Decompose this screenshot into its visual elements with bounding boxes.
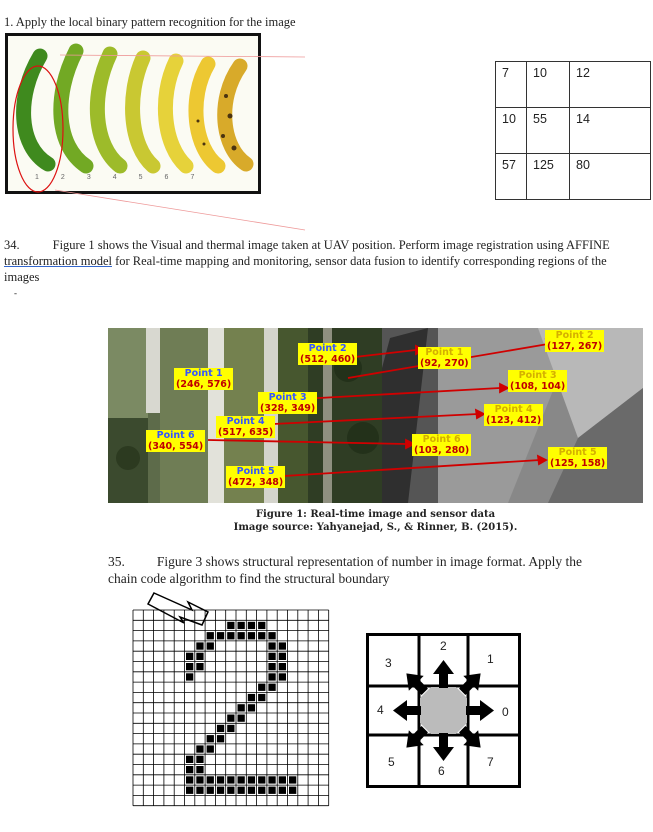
lbp-cell: 10 [496, 108, 527, 154]
filled-pixel [207, 632, 214, 639]
filled-pixel [196, 776, 203, 783]
point-label-right: Point 3 (108, 104) [510, 370, 566, 392]
lbp-cell: 57 [496, 154, 527, 200]
filled-pixel [248, 776, 255, 783]
filled-pixel [268, 776, 275, 783]
filled-pixel [279, 653, 286, 660]
filled-pixel [248, 787, 255, 794]
filled-pixel [217, 735, 224, 742]
q34-line1: Figure 1 shows the Visual and thermal image taken at UAV position. Perform image registration using AFFINE [52, 238, 610, 252]
point-label-right: Point 2 (127, 267) [547, 330, 603, 352]
banana-number: 1 [35, 174, 39, 181]
filled-pixel [279, 663, 286, 670]
filled-pixel [196, 642, 203, 649]
filled-pixel [186, 663, 193, 670]
filled-pixel [258, 694, 265, 701]
filled-pixel [217, 632, 224, 639]
banana-number: 2 [60, 174, 65, 181]
filled-pixel [207, 787, 214, 794]
q34-link-text: transformation model [4, 254, 112, 268]
q33-title: 1. Apply the local binary pattern recognition for the image [4, 15, 296, 29]
filled-pixel [238, 704, 245, 711]
q35-number: 35. [108, 554, 125, 569]
banana-number: 4 [112, 174, 117, 181]
chain-code-diagram [366, 633, 521, 788]
filled-pixel [227, 632, 234, 639]
filled-pixel [258, 632, 265, 639]
filled-pixel [196, 653, 203, 660]
filled-pixel [238, 632, 245, 639]
lbp-cell: 7 [496, 62, 527, 108]
filled-pixel [248, 704, 255, 711]
q35-line1: Figure 3 shows structural representation of number in image format. Apply the [156, 554, 583, 569]
filled-pixel [207, 745, 214, 752]
filled-pixel [186, 673, 193, 680]
figure1-caption [108, 508, 643, 534]
filled-pixel [207, 642, 214, 649]
point-label-left: Point 5 (472, 348) [228, 466, 284, 488]
q34-number: 34. [4, 238, 20, 252]
filled-pixel [258, 776, 265, 783]
filled-pixel [207, 735, 214, 742]
banana-number: 5 [138, 174, 143, 181]
figure1-caption-source: Image source: Yahyanejad, S., & Rinner, B. (2015). [233, 522, 518, 533]
direction-label-7: 7 [487, 755, 494, 769]
filled-pixel [238, 787, 245, 794]
q34-line3: images [4, 270, 40, 284]
point-label-right: Point 1 (92, 270) [420, 347, 469, 369]
filled-pixel [227, 715, 234, 722]
direction-label-1: 1 [487, 652, 494, 666]
point-label-left: Point 3 (328, 349) [260, 392, 316, 414]
lbp-cell: 14 [570, 108, 651, 154]
filled-pixel [248, 694, 255, 701]
filled-pixel [268, 632, 275, 639]
filled-pixel [258, 684, 265, 691]
figure1-caption-title: Figure 1: Real-time image and sensor data [255, 509, 496, 520]
filled-pixel [196, 756, 203, 763]
q35-text [108, 553, 638, 587]
point-label-right: Point 5 (125, 158) [550, 447, 606, 469]
filled-pixel [186, 776, 193, 783]
red-annotation [0, 30, 320, 235]
direction-label-6: 6 [438, 764, 445, 778]
point-label-left: Point 1 (246, 576) [176, 368, 232, 390]
lbp-cell: 12 [570, 62, 651, 108]
filled-pixel [227, 776, 234, 783]
pixel-grid [133, 610, 329, 806]
filled-pixel [238, 622, 245, 629]
filled-pixel [279, 673, 286, 680]
point-label-left: Point 6 (340, 554) [148, 430, 204, 452]
lbp-matrix [495, 61, 651, 200]
lbp-cell: 80 [570, 154, 651, 200]
direction-label-0: 0 [502, 705, 509, 719]
direction-label-2: 2 [440, 639, 447, 653]
filled-pixel [268, 684, 275, 691]
filled-pixel [268, 663, 275, 670]
filled-pixel [289, 787, 296, 794]
filled-pixel [248, 622, 255, 629]
filled-pixel [227, 725, 234, 732]
filled-pixel [227, 787, 234, 794]
filled-pixel [279, 776, 286, 783]
q34-line2: for Real-time mapping and monitoring, sensor data fusion to identify corresponding regions of the [111, 254, 607, 268]
q34-text [4, 237, 651, 285]
point-label-left: Point 2 (512, 460) [300, 343, 356, 365]
filled-pixel [186, 766, 193, 773]
filled-pixel [196, 766, 203, 773]
direction-label-5: 5 [388, 755, 395, 769]
filled-pixel [217, 787, 224, 794]
filled-pixel [196, 787, 203, 794]
filled-pixel [268, 653, 275, 660]
filled-pixel [268, 673, 275, 680]
filled-pixel [258, 787, 265, 794]
filled-pixel [227, 622, 234, 629]
aerial-image-pair [108, 328, 643, 503]
filled-pixel [186, 653, 193, 660]
filled-pixel [279, 787, 286, 794]
pixel-grid-figure [130, 590, 330, 815]
banana-number: 3 [86, 174, 91, 181]
filled-pixel [268, 787, 275, 794]
filled-pixel [258, 622, 265, 629]
filled-pixel [248, 632, 255, 639]
point-label-left: Point 4 (517, 635) [218, 416, 274, 438]
filled-pixel [196, 745, 203, 752]
filled-pixel [268, 642, 275, 649]
lbp-cell: 10 [527, 62, 570, 108]
filled-pixel [217, 725, 224, 732]
filled-pixel [279, 642, 286, 649]
filled-pixel [196, 663, 203, 670]
lbp-cell: 55 [527, 108, 570, 154]
filled-pixel [217, 776, 224, 783]
lbp-cell: 125 [527, 154, 570, 200]
filled-pixel [186, 756, 193, 763]
filled-pixel [186, 787, 193, 794]
banana-number: 7 [190, 174, 195, 181]
filled-pixel [207, 776, 214, 783]
direction-label-3: 3 [385, 656, 392, 670]
point-label-right: Point 6 (103, 280) [414, 434, 470, 456]
banana-number: 6 [164, 174, 169, 181]
filled-pixel [289, 776, 296, 783]
point-label-right: Point 4 (123, 412) [486, 404, 542, 426]
direction-label-4: 4 [377, 703, 384, 717]
q34-dash: - [14, 288, 17, 298]
filled-pixel [238, 715, 245, 722]
q35-line2: chain code algorithm to find the structural boundary [108, 571, 390, 586]
aerial-illustration [108, 328, 643, 503]
filled-pixel [238, 776, 245, 783]
